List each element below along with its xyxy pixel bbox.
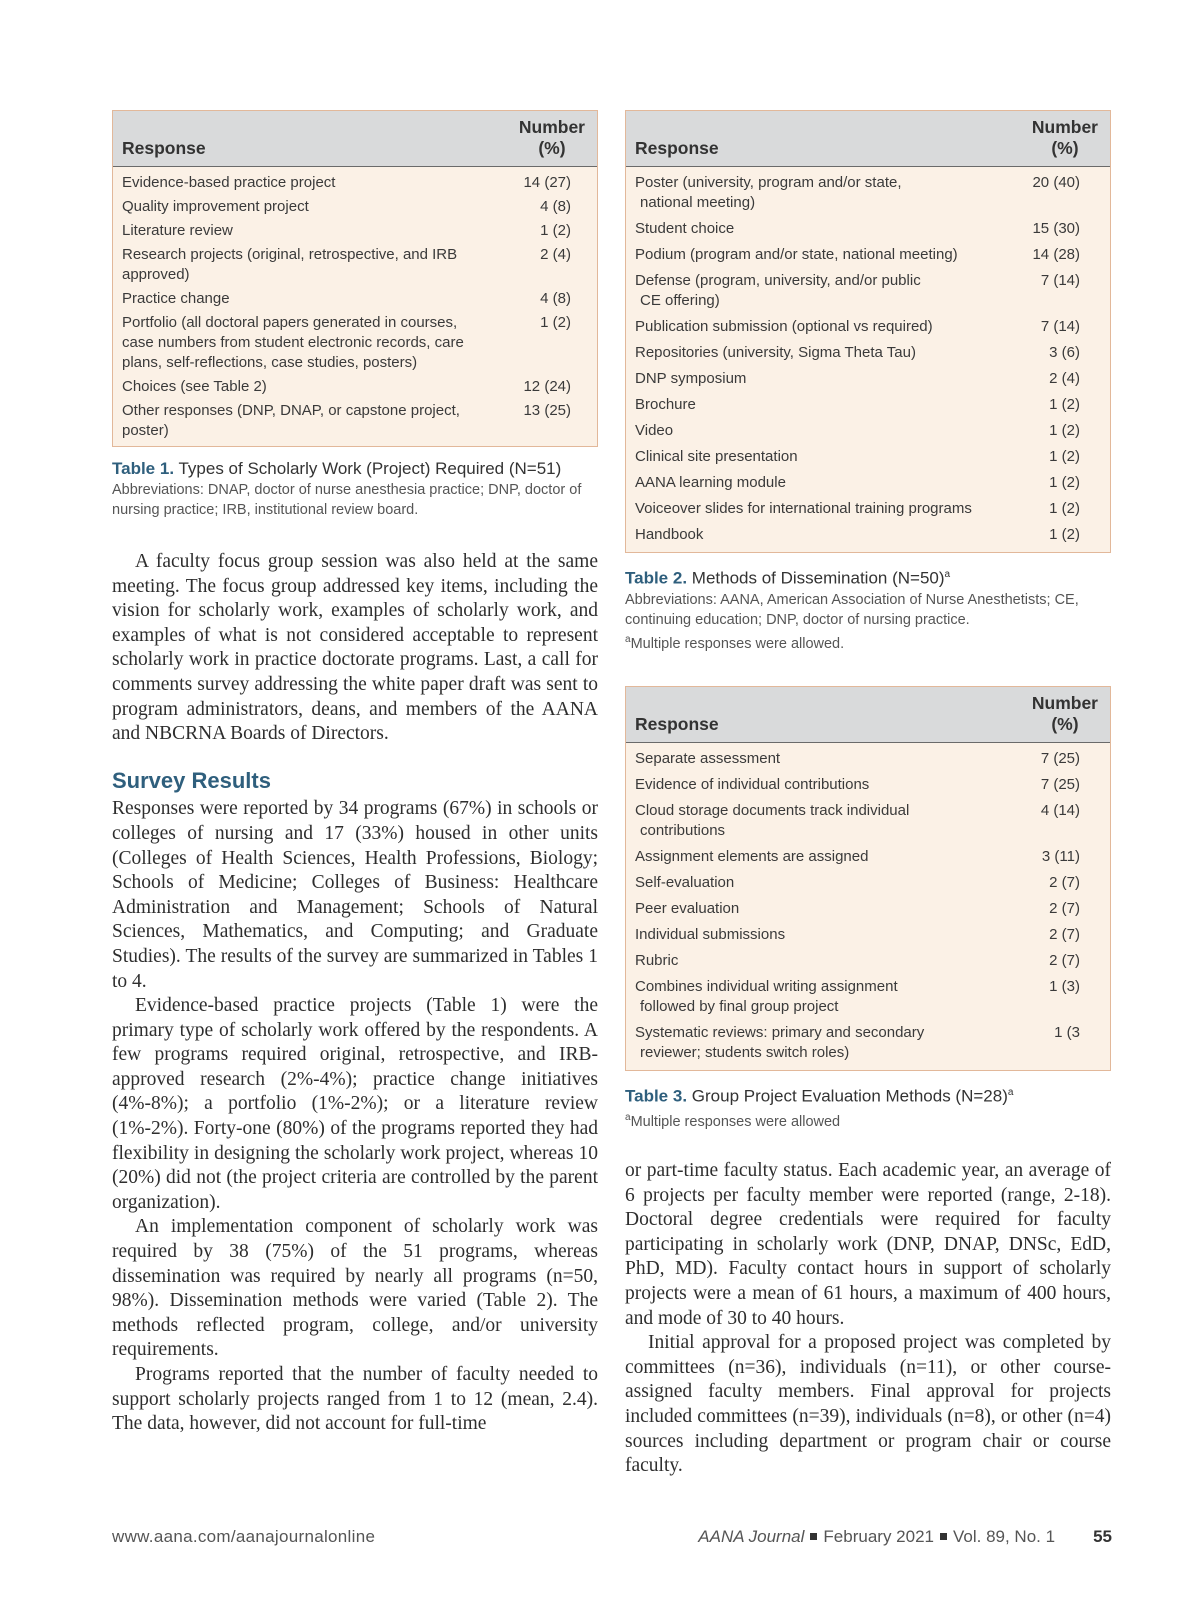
row-number: 2 (7) [1049,926,1080,944]
header-response: Response [635,138,719,158]
row-response: Literature review [122,222,233,239]
row-response: Combines individual writing assignment followed by final group project [635,978,898,1016]
table-3-caption [625,1081,1111,1131]
table-row [113,313,597,373]
paragraph-ebp: Evidence-based practice projects (Table 1) were the primary type of scholarly work offered by the respondents. A few programs required original, retrospective, and IRB-approved research (2%-4%); practice change initiatives (4%-8%); a portfolio (1%-2%); or a literature review (1%-2%). Forty-one (80%) of the programs reported they had flexibility in designing the scholarly work project, whereas 10 (20%) did not (the project criteria are controlled by the parent organization). [112,995,598,1213]
section-title: Survey Results [112,767,271,793]
row-response: Handbook [635,526,704,543]
row-response: DNP symposium [635,370,747,387]
table-1-header [113,111,597,167]
header-number: Number (%) [518,117,585,158]
table-row [626,1023,1110,1063]
row-number: 4 (8) [540,290,571,307]
row-number: 4 (8) [540,198,571,215]
row-response: Rubric [635,952,679,970]
row-number: 2 (7) [1049,874,1080,892]
row-response: AANA learning module [635,474,786,491]
row-number: 2 (4) [1049,370,1080,387]
journal-name: AANA Journal [698,1527,805,1546]
table-row [113,197,597,217]
row-number: 7 (14) [1040,318,1080,335]
issue-date: February 2021 [823,1527,934,1546]
row-response: Systematic reviews: primary and secondary reviewer; students switch roles) [635,1024,925,1062]
table-1-caption [112,457,598,520]
row-response: Brochure [635,396,696,413]
table-row [626,925,1110,945]
row-number: 1 (2) [540,222,571,239]
row-number: 1 (2) [1049,474,1080,491]
caption-label: Table 1. [112,459,175,478]
row-response: Other responses (DNP, DNAP, or capstone project, poster) [122,402,460,439]
header-number: Number (%) [1031,117,1098,158]
table-row [626,749,1110,769]
table-2-abbreviations: Abbreviations: AANA, American Association of Nurse Anesthetists; CE, continuing education; DNP, doctor of nursing practice. [625,591,1079,628]
table-row [626,951,1110,971]
caption-title: Methods of Dissemination (N=50) [691,568,945,588]
right-body-text [625,1159,1111,1479]
row-response: Video [635,422,674,439]
row-number: 14 (27) [523,174,571,191]
table-1-abbreviations: Abbreviations: DNAP, doctor of nurse anesthesia practice; DNP, doctor of nursing practice; IRB, institutional review board. [112,482,582,518]
caption-label: Table 3. [625,1087,688,1107]
row-response: Portfolio (all doctoral papers generated in courses, case numbers from student electronic records, care plans, self-reflections, case studies, posters) [122,314,464,371]
right-column [625,110,1111,1479]
row-response: Clinical site presentation [635,448,798,465]
row-number: 3 (11) [1041,848,1080,866]
table-row [626,245,1110,265]
row-response: Self-evaluation [635,874,735,892]
row-response: Repositories (university, Sigma Theta Tau) [635,344,916,361]
paragraph-continued: or part-time faculty status. Each academic year, an average of 6 projects per faculty member were reported (range, 2-18). Doctoral degree credentials were required for faculty participating in scholarly work (DNP, DNAP, DNSc, EdD, PhD, MD). Faculty contact hours in support of scholarly projects were a mean of 61 hours, a maximum of 400 hours, and mode of 30 to 40 hours. [625,1159,1111,1329]
paragraph-results: Responses were reported by 34 programs (67%) in schools or colleges of nursing and 17 (33%) housed in other units (Colleges of Health Sciences, Health Professions, Biology; Schools of Medicine; Colleges of Business: Healthcare Administration and Management; Schools of Natural Sciences, Mathematics, and Computing; and Graduate Studies). The results of the survey are summarized in Tables 1 to 4. [112,798,598,992]
row-number: 2 (7) [1049,952,1080,970]
table-row [626,317,1110,337]
row-response: Voiceover slides for international training programs [635,500,972,517]
table-2-footnote: $^a$Multiple responses were allowed. [625,633,845,652]
row-response: Evidence of individual contributions [635,776,870,794]
table-row [626,173,1110,213]
table-row [626,369,1110,389]
row-response: Poster (university, program and/or state, national meeting) [635,174,902,211]
table-row [113,221,597,241]
table-row [626,271,1110,311]
row-response: Peer evaluation [635,900,740,918]
row-response: Evidence-based practice project [122,174,336,191]
header-response: Response [635,714,719,735]
table-row [626,343,1110,363]
table-row [113,289,597,309]
table-2 [625,110,1111,553]
paragraph-focus-group: A faculty focus group session was also held at the same meeting. The focus group addressed key items, including the vision for scholarly work, examples of scholarly work, and examples of what is not considered acceptable to represent scholarly work in practice doctorate programs. Last, a call for comments survey addressing the white paper draft was sent to program administrators, deans, and members of the AANA and NBCRNA Boards of Directors. [112,551,598,745]
row-number: 1 (3 [1054,1024,1080,1042]
table-2-body [626,167,1110,552]
caption-sup: a [1007,1087,1014,1099]
header-response: Response [122,138,206,158]
caption-label: Table 2. [625,568,688,588]
table-3-body [626,743,1110,1070]
page-number: 55 [1093,1527,1112,1546]
row-response: Publication submission (optional vs required) [635,318,933,335]
row-response: Quality improvement project [122,198,309,215]
row-number: 1 (2) [1049,526,1080,543]
row-response: Cloud storage documents track individual contributions [635,802,910,840]
row-number: 3 (6) [1049,344,1080,361]
table-row [626,395,1110,415]
row-number: 1 (2) [1049,500,1080,517]
journal-url: www.aana.com/aanajournalonline [112,1527,376,1546]
caption-title: Group Project Evaluation Methods (N=28) [691,1087,1008,1107]
row-number: 14 (28) [1032,246,1080,263]
row-number: 13 (25) [523,402,571,419]
row-response: Podium (program and/or state, national meeting) [635,246,958,263]
row-response: Individual submissions [635,926,786,944]
row-response: Practice change [122,290,230,307]
row-number: 7 (25) [1040,776,1080,794]
row-number: 1 (2) [1049,448,1080,465]
table-row [626,847,1110,867]
row-response: Assignment elements are assigned [635,848,869,866]
table-3-footnote: $^a$Multiple responses were allowed [625,1112,841,1130]
table-row [626,775,1110,795]
row-number: 1 (2) [540,314,571,331]
row-response: Defense (program, university, and/or public CE offering) [635,272,921,309]
table-row [626,873,1110,893]
table-row [113,377,597,397]
row-response: Choices (see Table 2) [122,378,267,395]
table-row [626,499,1110,519]
table-row [113,401,597,441]
row-number: 7 (25) [1040,750,1080,768]
table-2-header [626,111,1110,167]
row-response: Separate assessment [635,750,781,768]
table-row [626,421,1110,441]
table-row [626,473,1110,493]
square-bullet-icon [810,1533,817,1540]
table-row [113,245,597,285]
row-number: 1 (2) [1049,396,1080,413]
row-number: 1 (3) [1049,978,1080,996]
row-number: 15 (30) [1032,220,1080,237]
journal-citation [698,1527,1112,1547]
table-row [626,977,1110,1017]
table-row [113,173,597,193]
table-2-caption [625,563,1111,653]
square-bullet-icon [940,1533,947,1540]
row-response: Student choice [635,220,735,237]
volume: Vol. 89, No. 1 [953,1527,1056,1546]
paragraph-faculty: Programs reported that the number of faculty needed to support scholarly projects ranged from 1 to 12 (mean, 2.4). The data, however, did not account for full-time [112,1364,598,1435]
table-1 [112,110,598,447]
row-number: 12 (24) [523,378,571,395]
row-number: 20 (40) [1032,174,1080,191]
caption-title: Types of Scholarly Work (Project) Required (N=51) [178,459,562,478]
table-1-body [113,167,597,446]
left-body-text [112,550,598,1437]
table-row [626,801,1110,841]
paragraph-approval: Initial approval for a proposed project was completed by committees (n=36), individuals (n=11), or other course-assigned faculty members. Final approval for projects included committees (n=39), individuals (n=8), or other (n=4) sources including department or program chair or course faculty. [625,1332,1111,1477]
row-response: Research projects (original, retrospective, and IRB approved) [122,246,458,283]
table-row [626,447,1110,467]
table-3 [625,686,1111,1071]
row-number: 4 (14) [1040,802,1080,820]
row-number: 7 (14) [1040,272,1080,289]
row-number: 2 (7) [1049,900,1080,918]
row-number: 1 (2) [1049,422,1080,439]
table-row [626,899,1110,919]
left-column [112,110,598,1437]
table-3-header [626,687,1110,743]
table-row [626,219,1110,239]
header-number: Number (%) [1031,693,1098,735]
paragraph-implementation: An implementation component of scholarly work was required by 38 (75%) of the 51 programs, whereas dissemination was required by nearly all programs (n=50, 98%). Dissemination methods were varied (Table 2). The methods reflected program, college, and/or university requirements. [112,1216,598,1361]
row-number: 2 (4) [540,246,571,263]
table-row [626,525,1110,545]
caption-sup: a [944,569,951,580]
